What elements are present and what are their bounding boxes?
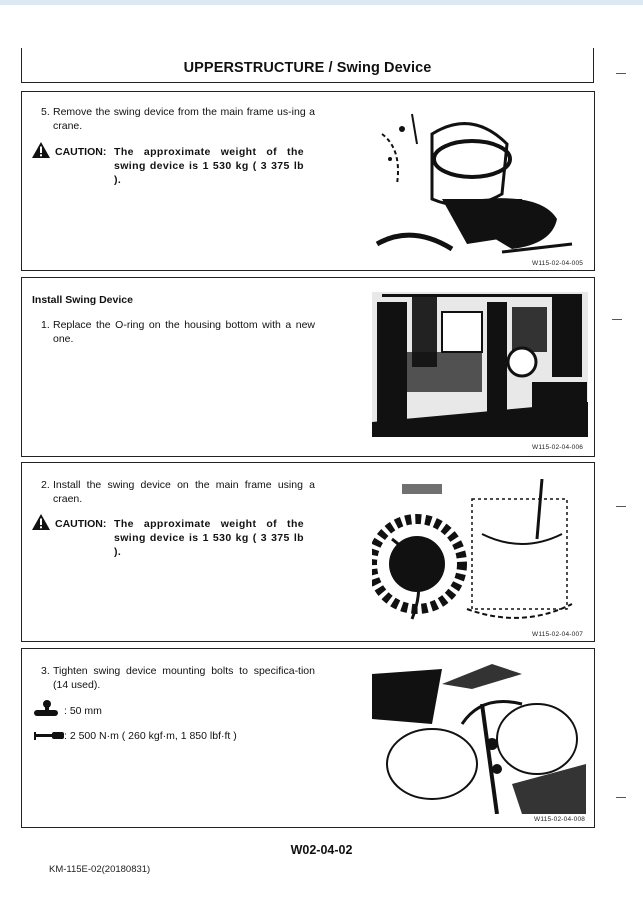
section-heading: Install Swing Device xyxy=(32,294,133,306)
caution-text: The approximate weight of the swing device is 1 530 kg ( 3 375 lb ). xyxy=(114,146,304,186)
viewer-top-bar xyxy=(0,0,643,5)
step-number: 3. xyxy=(41,665,50,677)
photo-crane-lift xyxy=(372,104,586,254)
caution-label: CAUTION: xyxy=(55,146,107,158)
section-remove-swing-device xyxy=(21,91,595,271)
spec-torque: : 2 500 N·m ( 260 kgf·m, 1 850 lbf·ft ) xyxy=(64,730,237,742)
page-number: W02-04-02 xyxy=(290,843,353,857)
caution-label: CAUTION: xyxy=(55,518,107,530)
photo-swing-gear xyxy=(372,479,586,629)
photo-housing-oring xyxy=(372,292,588,437)
page-title: UPPERSTRUCTURE / Swing Device xyxy=(183,60,432,76)
torque-wrench-icon xyxy=(32,730,66,742)
figure-id: W115-02-04-007 xyxy=(532,631,584,638)
spec-socket-size: : 50 mm xyxy=(64,705,102,717)
section-tighten-bolts xyxy=(21,648,595,828)
step-number: 1. xyxy=(41,319,50,331)
figure-id: W115-02-04-006 xyxy=(532,444,584,451)
step-text: Tighten swing device mounting bolts to specifica-tion (14 used). xyxy=(53,665,315,691)
document-id: KM-115E-02(20180831) xyxy=(49,864,151,875)
margin-mark xyxy=(616,73,626,74)
margin-mark xyxy=(616,797,626,798)
step-text: Install the swing device on the main frame using a craen. xyxy=(53,479,315,505)
section-install-swing-device xyxy=(21,277,595,457)
figure-id: W115-02-04-008 xyxy=(534,816,586,823)
margin-mark xyxy=(616,506,626,507)
figure-id: W115-02-04-005 xyxy=(532,260,584,267)
step-text: Replace the O-ring on the housing bottom with a new one. xyxy=(53,319,315,345)
socket-wrench-icon xyxy=(31,698,65,720)
step-number: 5. xyxy=(41,106,50,118)
step-number: 2. xyxy=(41,479,50,491)
section-install-on-frame xyxy=(21,462,595,642)
caution-triangle-icon xyxy=(32,142,50,158)
margin-mark xyxy=(612,319,622,320)
caution-text: The approximate weight of the swing device is 1 530 kg ( 3 375 lb ). xyxy=(114,518,304,558)
page-header xyxy=(21,48,594,83)
photo-mounting-bolts xyxy=(372,664,586,814)
step-text: Remove the swing device from the main frame us-ing a crane. xyxy=(53,106,315,132)
caution-triangle-icon xyxy=(32,514,50,530)
